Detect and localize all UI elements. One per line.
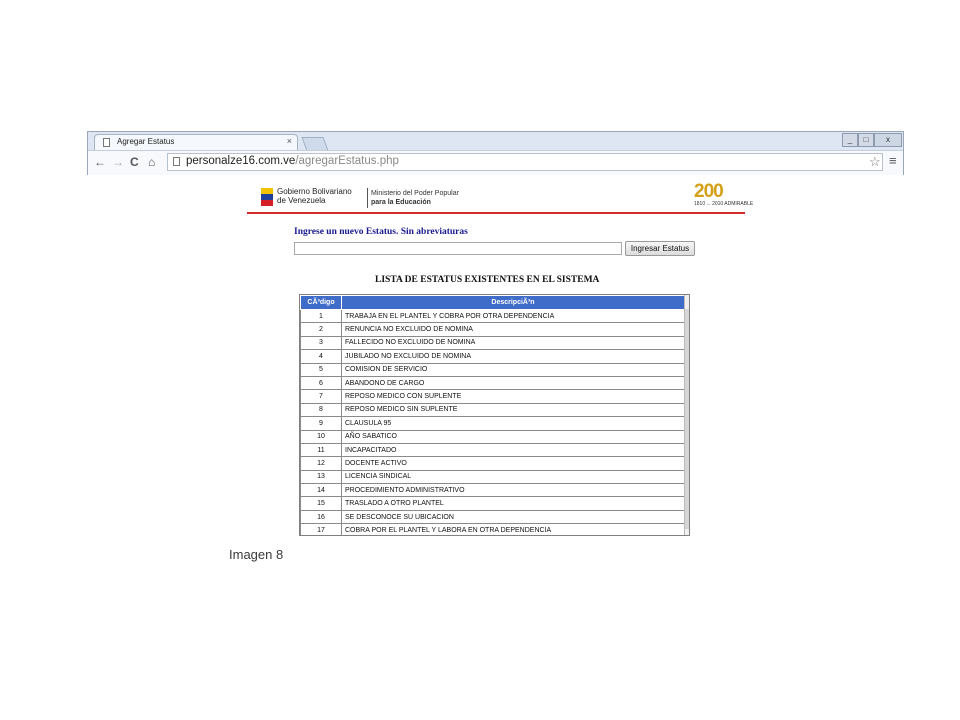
ministerio-text: [371, 189, 459, 207]
row-description: DOCENTE ACTIVO: [342, 457, 685, 470]
table-row: [301, 376, 685, 389]
table-row: [301, 443, 685, 456]
row-code: 15: [301, 497, 342, 510]
row-code: 11: [301, 443, 342, 456]
list-title: LISTA DE ESTATUS EXISTENTES EN EL SISTEMA: [375, 275, 600, 285]
row-description: PROCEDIMIENTO ADMINISTRATIVO: [342, 484, 685, 497]
table-row: [301, 484, 685, 497]
logo-number: 200: [694, 181, 723, 202]
table-row: [301, 403, 685, 416]
table-row: [301, 417, 685, 430]
row-description: FALLECIDO NO EXCLUIDO DE NOMINA: [342, 336, 685, 349]
row-code: 6: [301, 376, 342, 389]
gobierno-logo-text: [277, 187, 352, 205]
row-code: 8: [301, 403, 342, 416]
row-description: REPOSO MEDICO CON SUPLENTE: [342, 390, 685, 403]
table-row: [301, 457, 685, 470]
image-caption: Imagen 8: [229, 547, 284, 562]
home-icon[interactable]: ⌂: [148, 155, 156, 169]
ministry-line1: Ministerio del Poder Popular: [371, 190, 459, 197]
back-arrow-icon[interactable]: ←: [94, 155, 106, 169]
table-row: [301, 390, 685, 403]
table-row: [301, 310, 685, 323]
row-code: 4: [301, 350, 342, 363]
header-descripcion: DescripciÃ³n: [342, 296, 685, 310]
row-description: INCAPACITADO: [342, 443, 685, 456]
form-prompt: Ingrese un nuevo Estatus. Sin abreviaturas: [294, 227, 468, 237]
tab-title: Agregar Estatus: [117, 137, 175, 146]
row-description: REPOSO MEDICO SIN SUPLENTE: [342, 403, 685, 416]
row-code: 10: [301, 430, 342, 443]
bookmark-star-icon[interactable]: ☆: [869, 154, 881, 169]
row-description: TRABAJA EN EL PLANTEL Y COBRA POR OTRA DEPENDENCIA: [342, 310, 685, 323]
row-code: 9: [301, 417, 342, 430]
table-row: [301, 336, 685, 349]
menu-icon[interactable]: ≡: [889, 153, 897, 168]
logo-caption: 1810 ... 2010 ADMIRABLE: [694, 201, 754, 207]
tab-agregar-estatus[interactable]: [94, 134, 298, 150]
table-row: [301, 430, 685, 443]
table-row: [301, 350, 685, 363]
banner-red-divider: [247, 212, 745, 214]
flag-stripe-red: [261, 200, 273, 206]
estatus-input[interactable]: [294, 242, 622, 255]
gov-line2: de Venezuela: [277, 196, 326, 205]
row-description: SE DESCONOCE SU UBICACION: [342, 510, 685, 523]
tab-strip: [88, 132, 903, 150]
row-code: 3: [301, 336, 342, 349]
header-banner: [257, 181, 754, 212]
maximize-button[interactable]: □: [858, 133, 874, 147]
browser-toolbar: [88, 150, 903, 175]
table-row: [301, 323, 685, 336]
table-row: [301, 470, 685, 483]
table-header-row: [301, 296, 685, 310]
row-code: 7: [301, 390, 342, 403]
logo-divider: [367, 188, 368, 208]
row-code: 5: [301, 363, 342, 376]
row-description: ABANDONO DE CARGO: [342, 376, 685, 389]
ingresar-estatus-button[interactable]: Ingresar Estatus: [625, 241, 695, 256]
row-description: COMISION DE SERVICIO: [342, 363, 685, 376]
close-tab-icon[interactable]: ×: [286, 136, 292, 146]
row-description: RENUNCIA NO EXCLUIDO DE NOMINA: [342, 323, 685, 336]
table-row: [301, 497, 685, 510]
row-description: JUBILADO NO EXCLUIDO DE NOMINA: [342, 350, 685, 363]
page-icon: [103, 138, 110, 147]
row-code: 1: [301, 310, 342, 323]
row-code: 13: [301, 470, 342, 483]
browser-window: [87, 131, 904, 175]
row-code: 2: [301, 323, 342, 336]
row-description: AÑO SABATICO: [342, 430, 685, 443]
bicentenario-logo: [694, 181, 754, 210]
page-icon: [173, 157, 180, 166]
new-tab-button[interactable]: [301, 137, 328, 151]
ministry-line2: para la Educación: [371, 199, 431, 206]
minimize-button[interactable]: _: [842, 133, 858, 147]
row-code: 16: [301, 510, 342, 523]
status-table-container[interactable]: [299, 294, 690, 536]
url-text: [186, 155, 399, 167]
row-code: 12: [301, 457, 342, 470]
venezuela-flag-icon: [261, 188, 273, 206]
row-description: COBRA POR EL PLANTEL Y LABORA EN OTRA DEPENDENCIA: [342, 524, 685, 536]
row-code: 17: [301, 524, 342, 536]
address-bar[interactable]: [167, 153, 883, 171]
table-scrollbar[interactable]: [684, 295, 690, 535]
row-description: CLAUSULA 95: [342, 417, 685, 430]
table-row: [301, 524, 685, 536]
table-row: [301, 510, 685, 523]
row-description: LICENCIA SINDICAL: [342, 470, 685, 483]
reload-icon[interactable]: C: [130, 155, 139, 169]
forward-arrow-icon[interactable]: →: [112, 155, 124, 169]
close-window-button[interactable]: x: [874, 133, 902, 147]
row-code: 14: [301, 484, 342, 497]
header-codigo: CÃ³digo: [301, 296, 342, 310]
scrollbar-thumb[interactable]: [685, 309, 690, 529]
gov-line1: Gobierno Bolivariano: [277, 187, 352, 196]
url-path: /agregarEstatus.php: [295, 155, 399, 167]
row-description: TRASLADO A OTRO PLANTEL: [342, 497, 685, 510]
status-table: [300, 295, 685, 536]
url-host: personalze16.com.ve: [186, 155, 296, 167]
table-row: [301, 363, 685, 376]
